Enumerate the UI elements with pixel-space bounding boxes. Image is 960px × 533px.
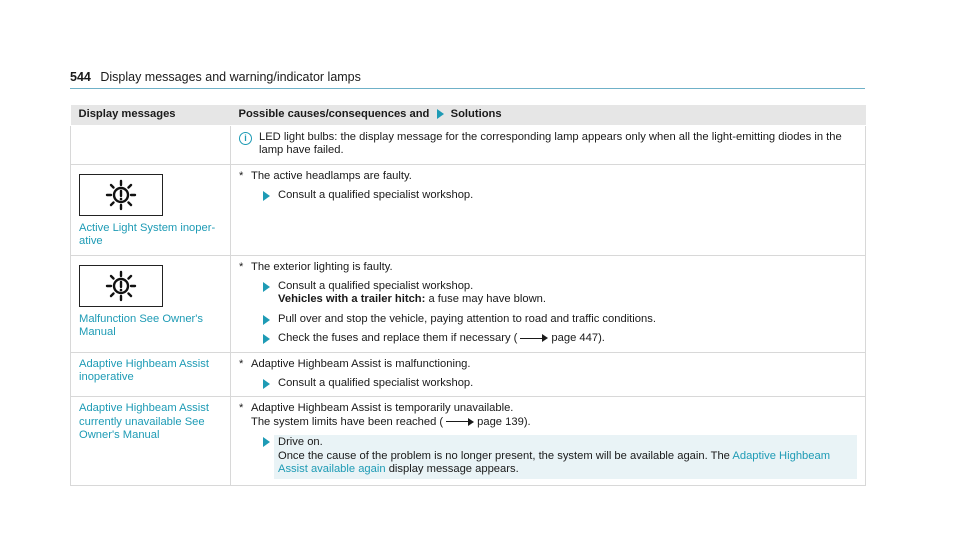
- step-text-detail: Once the cause of the problem is no longer present, the system will be available again. The: [278, 449, 730, 462]
- cause-cell: * The active headlamps are faulty. Consult a qualified specialist workshop.: [231, 164, 866, 255]
- step-text: Pull over and stop the vehicle, paying attention to road and traffic conditions.: [278, 312, 656, 325]
- col-header-causes-label: Possible causes/consequences and: [238, 108, 430, 121]
- cause-text-end: ).: [523, 415, 531, 428]
- step-text: Check the fuses and replace them if necessary (: [278, 332, 518, 345]
- step-text-end: display message appears.: [388, 463, 519, 476]
- col-header-causes: [231, 105, 866, 126]
- light-malfunction-icon: [79, 265, 163, 307]
- info-empty-cell: [71, 126, 231, 165]
- page-number: 544: [70, 70, 91, 84]
- page-header-title: Display messages and warning/indicator lamps: [100, 70, 361, 84]
- page-reference-arrow-icon: [446, 418, 474, 426]
- display-messages-table: [70, 105, 866, 486]
- step-block: [274, 435, 857, 478]
- page-reference-link[interactable]: page 139: [477, 415, 524, 428]
- step-arrow-icon: [263, 191, 270, 201]
- display-message-cell: [71, 352, 231, 397]
- cause-text: Adaptive Highbeam Assist is malfunctioning.: [251, 357, 471, 370]
- step-text-end: ).: [598, 332, 605, 345]
- light-malfunction-icon: [79, 174, 163, 216]
- message-text: Active Light System inoper- ative: [79, 221, 216, 248]
- step-text: Consult a qualified specialist workshop.: [278, 377, 474, 390]
- step-arrow-icon: [263, 379, 270, 389]
- page-header: [70, 70, 865, 89]
- col-header-solutions-label: Solutions: [450, 108, 502, 121]
- solution-step: [239, 313, 857, 326]
- table-row-info: [71, 126, 866, 165]
- page-reference-link[interactable]: page 447: [551, 332, 599, 345]
- solution-step: [239, 435, 857, 478]
- step-arrow-icon: [263, 315, 270, 325]
- solution-step: [239, 189, 857, 202]
- step-arrow-icon: [263, 334, 270, 344]
- info-note-text: LED light bulbs: the display message for the corresponding lamp appears only when all the light-emitting diodes in the lamp have failed.: [259, 131, 842, 157]
- message-text: Adaptive Highbeam Assist currently unavailable See Owner's Manual: [79, 402, 209, 442]
- table-row: [71, 397, 866, 485]
- display-message-cell: [71, 164, 231, 255]
- info-icon: i: [239, 132, 252, 145]
- col-header-display-messages: Display messages: [71, 105, 231, 126]
- display-message-cell: [71, 255, 231, 352]
- info-note-cell: [231, 126, 866, 165]
- trailer-hitch-label: Vehicles with a trailer hitch:: [278, 293, 426, 306]
- message-text: Adaptive Highbeam Assist inoperative: [79, 357, 209, 384]
- trailer-hitch-text: a fuse may have blown.: [428, 293, 547, 306]
- message-text: Malfunction See Owner's Manual: [79, 312, 204, 339]
- cause-cell: * Adaptive Highbeam Assist is malfunctioning. Consult a qualified specialist workshop.: [231, 352, 866, 397]
- step-arrow-icon: [263, 437, 270, 447]
- page-reference-arrow-icon: [520, 334, 548, 342]
- step-text: Consult a qualified specialist workshop.: [278, 189, 474, 202]
- step-arrow-icon: [263, 282, 270, 292]
- table-row: [71, 164, 866, 255]
- solution-step: [239, 280, 857, 307]
- cause-text: The active headlamps are faulty.: [251, 169, 412, 182]
- cause-text-2: The system limits have been reached (: [251, 415, 444, 428]
- cause-text: The exterior lighting is faulty.: [251, 260, 393, 273]
- display-message-reference: Adaptive Highbeam Assist available again: [278, 449, 831, 476]
- cause-text: Adaptive Highbeam Assist is temporarily unavailable.: [251, 402, 514, 415]
- step-text: Drive on.: [278, 436, 323, 449]
- step-text: Consult a qualified specialist workshop.: [278, 280, 474, 293]
- solution-step: [239, 332, 857, 345]
- table-row: [71, 255, 866, 352]
- table-header-row: [71, 105, 866, 126]
- display-message-cell: [71, 397, 231, 485]
- solution-arrow-icon: [437, 109, 444, 119]
- solution-step: [239, 377, 857, 390]
- cause-cell: * The exterior lighting is faulty. Consult a qualified specialist workshop. Vehicles with a trailer hitch: a fuse may have blown. Pull over and stop the vehicle, paying attention to road and traffic conditions. Check the fuses and replace them if necessary ( page 447).: [231, 255, 866, 352]
- cause-cell: * Adaptive Highbeam Assist is temporarily unavailable. The system limits have been reached ( page 139). Drive on. Once the cause of the problem is no longer present, the system will be available again. The Adaptive Highbeam Assist available again display message appears.: [231, 397, 866, 485]
- table-row: [71, 352, 866, 397]
